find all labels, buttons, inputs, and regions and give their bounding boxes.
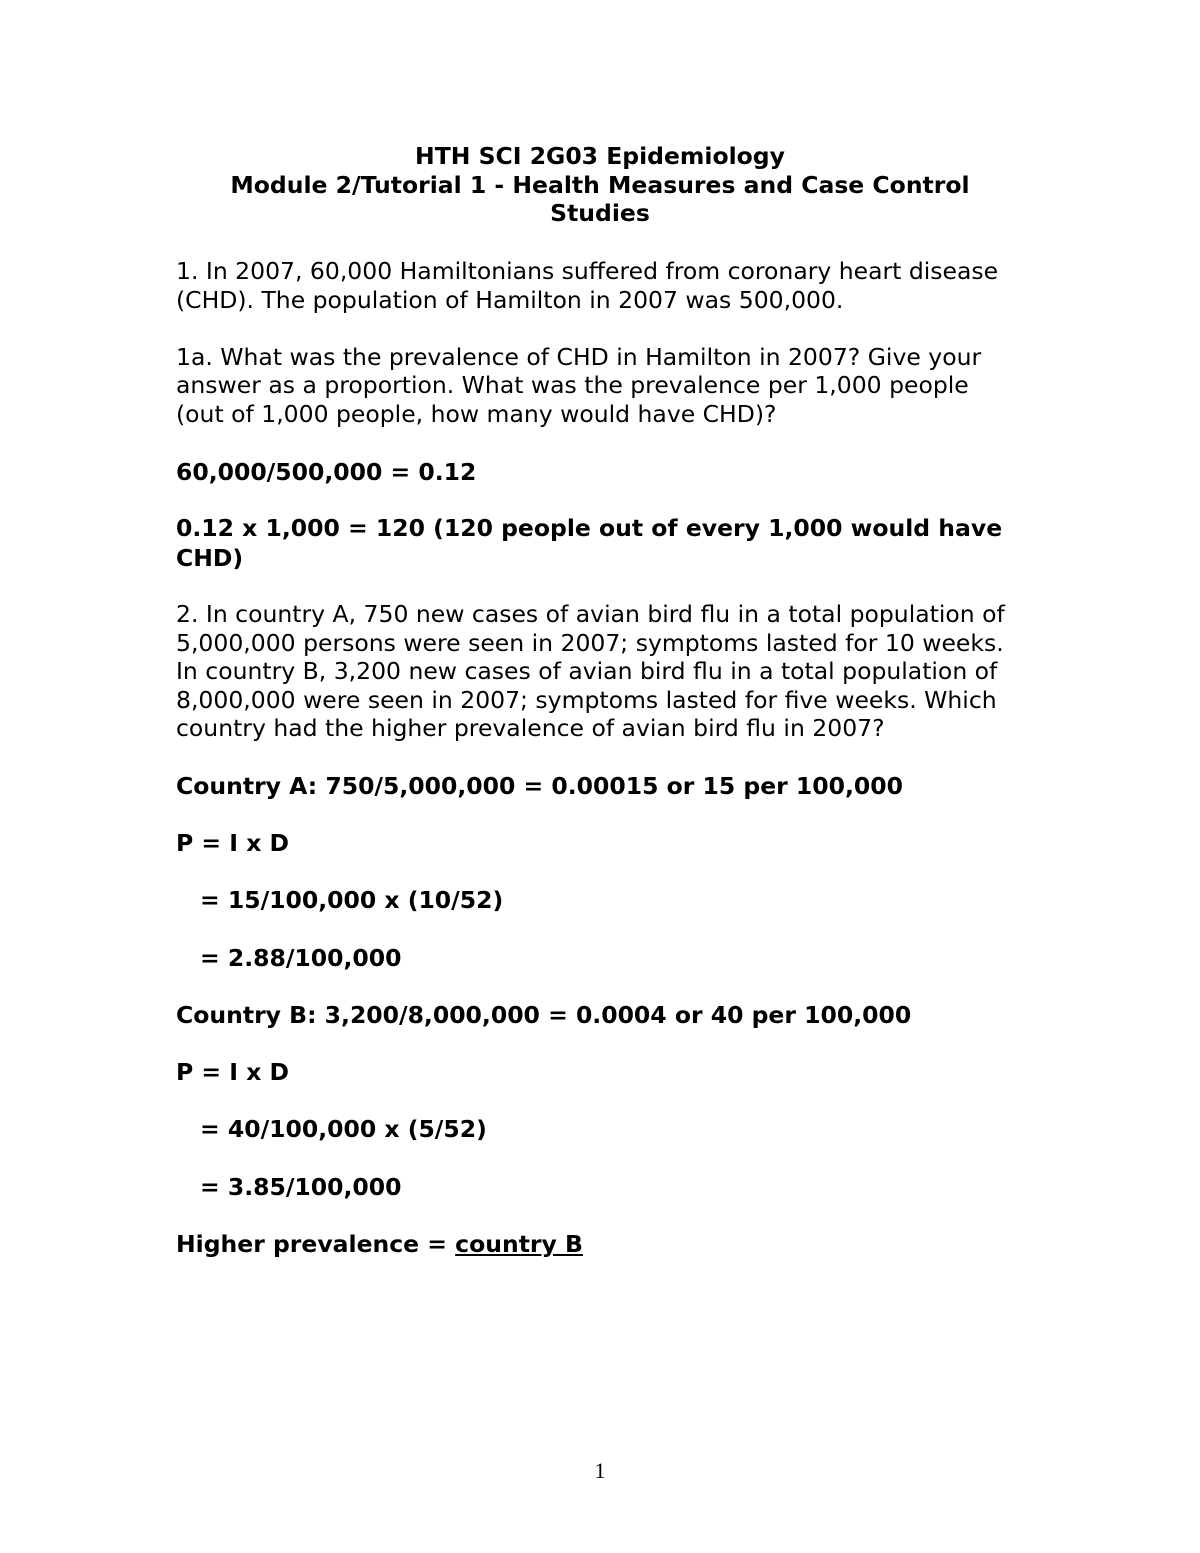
q2-line2: 5,000,000 persons were seen in 2007; symptoms lasted for 10 weeks. xyxy=(176,629,1004,657)
country-b-step1: = 40/100,000 x (5/52) xyxy=(200,1115,487,1143)
country-b-line: Country B: 3,200/8,000,000 = 0.0004 or 40 per 100,000 xyxy=(176,1001,912,1029)
q1a-line2: answer as a proportion. What was the prevalence per 1,000 people xyxy=(176,371,969,399)
country-a-line: Country A: 750/5,000,000 = 0.00015 or 15 per 100,000 xyxy=(176,772,903,800)
q2-line1: 2. In country A, 750 new cases of avian bird flu in a total population of xyxy=(176,600,1005,628)
q1a-answer1: 60,000/500,000 = 0.12 xyxy=(176,458,477,486)
country-a-step2: = 2.88/100,000 xyxy=(200,944,402,972)
country-a-formula: P = I x D xyxy=(176,829,290,857)
q1a-line3: (out of 1,000 people, how many would have CHD)? xyxy=(176,400,777,428)
country-a-step1: = 15/100,000 x (10/52) xyxy=(200,886,504,914)
module-title-line2: Studies xyxy=(550,199,650,227)
conclusion-label: Higher prevalence = xyxy=(176,1230,456,1258)
module-title-line1: Module 2/Tutorial 1 - Health Measures and Case Control xyxy=(230,171,970,199)
conclusion-value: country B xyxy=(455,1230,583,1258)
country-b-step2: = 3.85/100,000 xyxy=(200,1173,402,1201)
q2-line5: country had the higher prevalence of avian bird flu in 2007? xyxy=(176,714,885,742)
q1-line2: (CHD). The population of Hamilton in 2007 was 500,000. xyxy=(176,286,844,314)
q1a-answer2-line2: CHD) xyxy=(176,544,244,572)
country-b-formula: P = I x D xyxy=(176,1058,290,1086)
q1-line1: 1. In 2007, 60,000 Hamiltonians suffered from coronary heart disease xyxy=(176,257,999,285)
q1a-line1: 1a. What was the prevalence of CHD in Hamilton in 2007? Give your xyxy=(176,343,982,371)
q2-line4: 8,000,000 were seen in 2007; symptoms lasted for five weeks. Which xyxy=(176,686,997,714)
page-number: 1 xyxy=(594,1458,606,1483)
q1a-answer2-line1: 0.12 x 1,000 = 120 (120 people out of every 1,000 would have xyxy=(176,514,1003,542)
q2-line3: In country B, 3,200 new cases of avian bird flu in a total population of xyxy=(176,657,998,685)
course-title: HTH SCI 2G03 Epidemiology xyxy=(415,142,785,170)
conclusion xyxy=(176,1230,583,1259)
